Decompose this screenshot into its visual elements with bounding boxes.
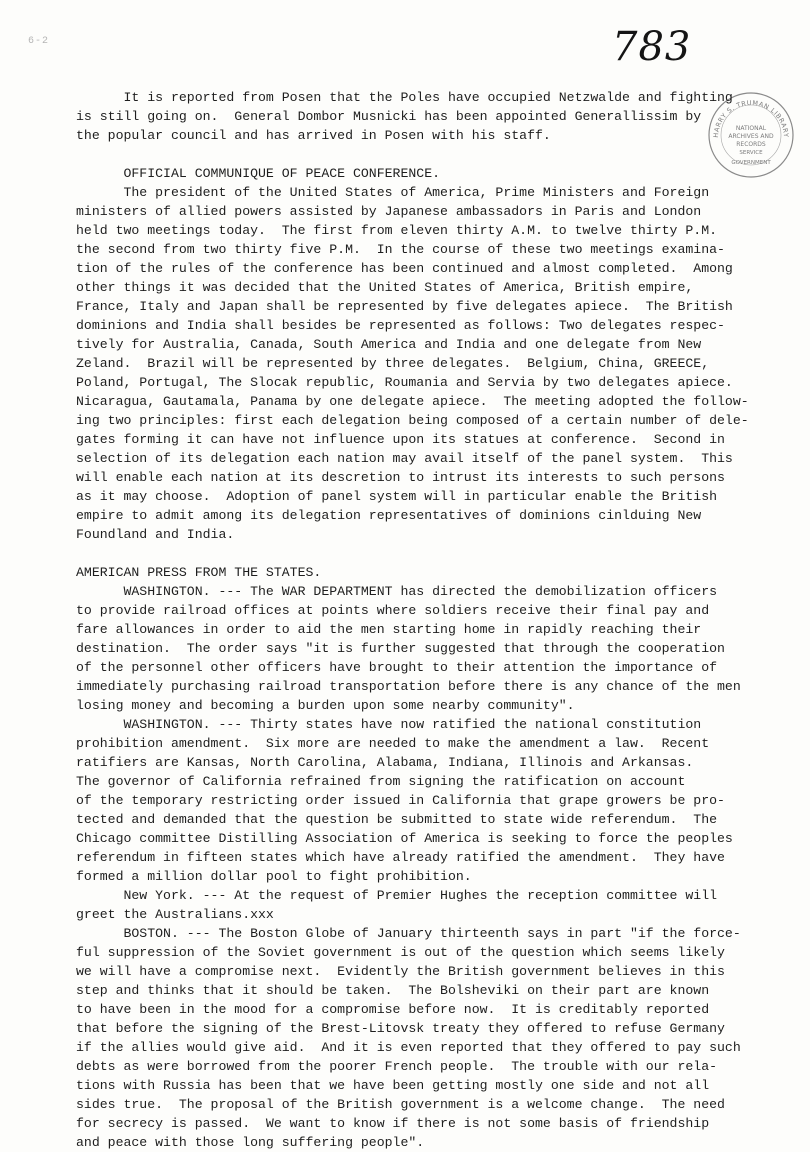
text-line: empire to admit among its delegation representatives of dominions cinlduing New: [76, 508, 702, 523]
text-line: will enable each nation at its descretion to intrust its interests to such persons: [76, 470, 725, 485]
text-line: BOSTON. --- The Boston Globe of January thirteenth says in part "if the force-: [76, 926, 741, 941]
text-line: as it may choose. Adoption of panel system will in particular enable the British: [76, 489, 718, 504]
text-line: Poland, Portugal, The Slocak republic, Roumania and Servia by two delegates apiece.: [76, 375, 733, 390]
text-line: [76, 145, 766, 164]
text-line: Chicago committee Distilling Association of America is seeking to force the peoples: [76, 831, 733, 846]
text-line: of the temporary restricting order issued in California that grape growers be pro-: [76, 793, 725, 808]
text-line: that before the signing of the Brest-Litovsk treaty they offered to refuse Germany: [76, 1021, 725, 1036]
text-line: fare allowances in order to aid the men starting home in rapidly reaching their: [76, 622, 702, 637]
text-line: the popular council and has arrived in Posen with his staff.: [76, 128, 551, 143]
text-line: ratifiers are Kansas, North Carolina, Alabama, Indiana, Illinois and Arkansas.: [76, 755, 694, 770]
text-line: It is reported from Posen that the Poles have occupied Netzwalde and fighting: [76, 90, 733, 105]
text-line: dominions and India shall besides be represented as follows: Two delegates respec-: [76, 318, 725, 333]
text-line: ing two principles: first each delegation being composed of a certain number of dele-: [76, 413, 749, 428]
corner-mark: 6-2: [28, 36, 50, 47]
text-line: of the personnel other officers have brought to their attention the importance of: [76, 660, 718, 675]
text-line: WASHINGTON. --- Thirty states have now ratified the national constitution: [76, 717, 702, 732]
text-line: prohibition amendment. Six more are needed to make the amendment a law. Recent: [76, 736, 710, 751]
text-line: France, Italy and Japan shall be represented by five delegates apiece. The British: [76, 299, 733, 314]
text-line: is still going on. General Dombor Musnicki has been appointed Generallissim by: [76, 109, 702, 124]
text-line: debts as were borrowed from the poorer French people. The trouble with our rela-: [76, 1059, 718, 1074]
stamp-line-1: NATIONAL: [735, 125, 767, 132]
text-line: formed a million dollar pool to fight prohibition.: [76, 869, 472, 884]
text-line: we will have a compromise next. Evidently the British government believes in this: [76, 964, 725, 979]
text-line: sides true. The proposal of the British government is a welcome change. The need: [76, 1097, 725, 1112]
text-line: selection of its delegation each nation may avail itself of the panel system. This: [76, 451, 733, 466]
text-line: the second from two thirty five P.M. In the course of these two meetings examina-: [76, 242, 725, 257]
page-number: 783: [612, 24, 692, 70]
text-line: referendum in fifteen states which have already ratified the amendment. They have: [76, 850, 725, 865]
text-line: The president of the United States of America, Prime Ministers and Foreign: [76, 185, 710, 200]
text-line: for secrecy is passed. We want to know if there is not some basis of friendship: [76, 1116, 710, 1131]
stamp-arc-text: HARRY S. TRUMAN LIBRARY: [711, 98, 791, 139]
text-line: tions with Russia has been that we have been getting mostly one side and not all: [76, 1078, 710, 1093]
text-line: Zeland. Brazil will be represented by three delegates. Belgium, China, GREECE,: [76, 356, 710, 371]
text-line: losing money and becoming a burden upon some nearby community".: [76, 698, 575, 713]
text-line: tected and demanded that the question be submitted to state wide referendum. The: [76, 812, 718, 827]
text-line: OFFICIAL COMMUNIQUE OF PEACE CONFERENCE.: [76, 166, 441, 181]
text-line: New York. --- At the request of Premier Hughes the reception committee will: [76, 888, 718, 903]
stamp-line-3: RECORDS: [736, 141, 766, 148]
text-line: greet the Australians.xxx: [76, 907, 274, 922]
text-line: held two meetings today. The first from eleven thirty A.M. to twelve thirty P.M.: [76, 223, 718, 238]
text-line: ministers of allied powers assisted by Japanese ambassadors in Paris and London: [76, 204, 702, 219]
stamp-line-2: ARCHIVES AND: [728, 133, 774, 140]
text-line: to provide railroad offices at points where soldiers receive their final pay and: [76, 603, 710, 618]
text-line: to have been in the mood for a compromise before now. It is creditably reported: [76, 1002, 710, 1017]
text-line: tion of the rules of the conference has been continued and almost completed. Among: [76, 261, 733, 276]
text-line: other things it was decided that the United States of America, British empire,: [76, 280, 694, 295]
text-line: AMERICAN PRESS FROM THE STATES.: [76, 565, 322, 580]
text-line: tively for Australia, Canada, South America and India and one delegate from New: [76, 337, 702, 352]
text-line: step and thinks that it should be taken. The Bolsheviki on their part are known: [76, 983, 710, 998]
text-line: ful suppression of the Soviet government is out of the question which seems likely: [76, 945, 725, 960]
text-line: and peace with those long suffering people".: [76, 1135, 425, 1150]
text-line: WASHINGTON. --- The WAR DEPARTMENT has directed the demobilization officers: [76, 584, 718, 599]
text-line: immediately purchasing railroad transportation before there is any chance of the men: [76, 679, 741, 694]
stamp-line-5: GOVERNMENT: [731, 160, 771, 166]
text-line: [76, 544, 766, 563]
text-line: Nicaragua, Gautamala, Panama by one delegate apiece. The meeting adopted the follow-: [76, 394, 749, 409]
text-line: gates forming it can have not influence upon its statues at conference. Second in: [76, 432, 725, 447]
text-line: The governor of California refrained from signing the ratification on account: [76, 774, 686, 789]
text-line: if the allies would give aid. And it is even reported that they offered to pay such: [76, 1040, 741, 1055]
typed-text-body: [76, 88, 766, 1152]
stamp-line-4: SERVICE: [739, 150, 763, 156]
text-line: destination. The order says "it is further suggested that through the cooperation: [76, 641, 725, 656]
text-line: Foundland and India.: [76, 527, 235, 542]
